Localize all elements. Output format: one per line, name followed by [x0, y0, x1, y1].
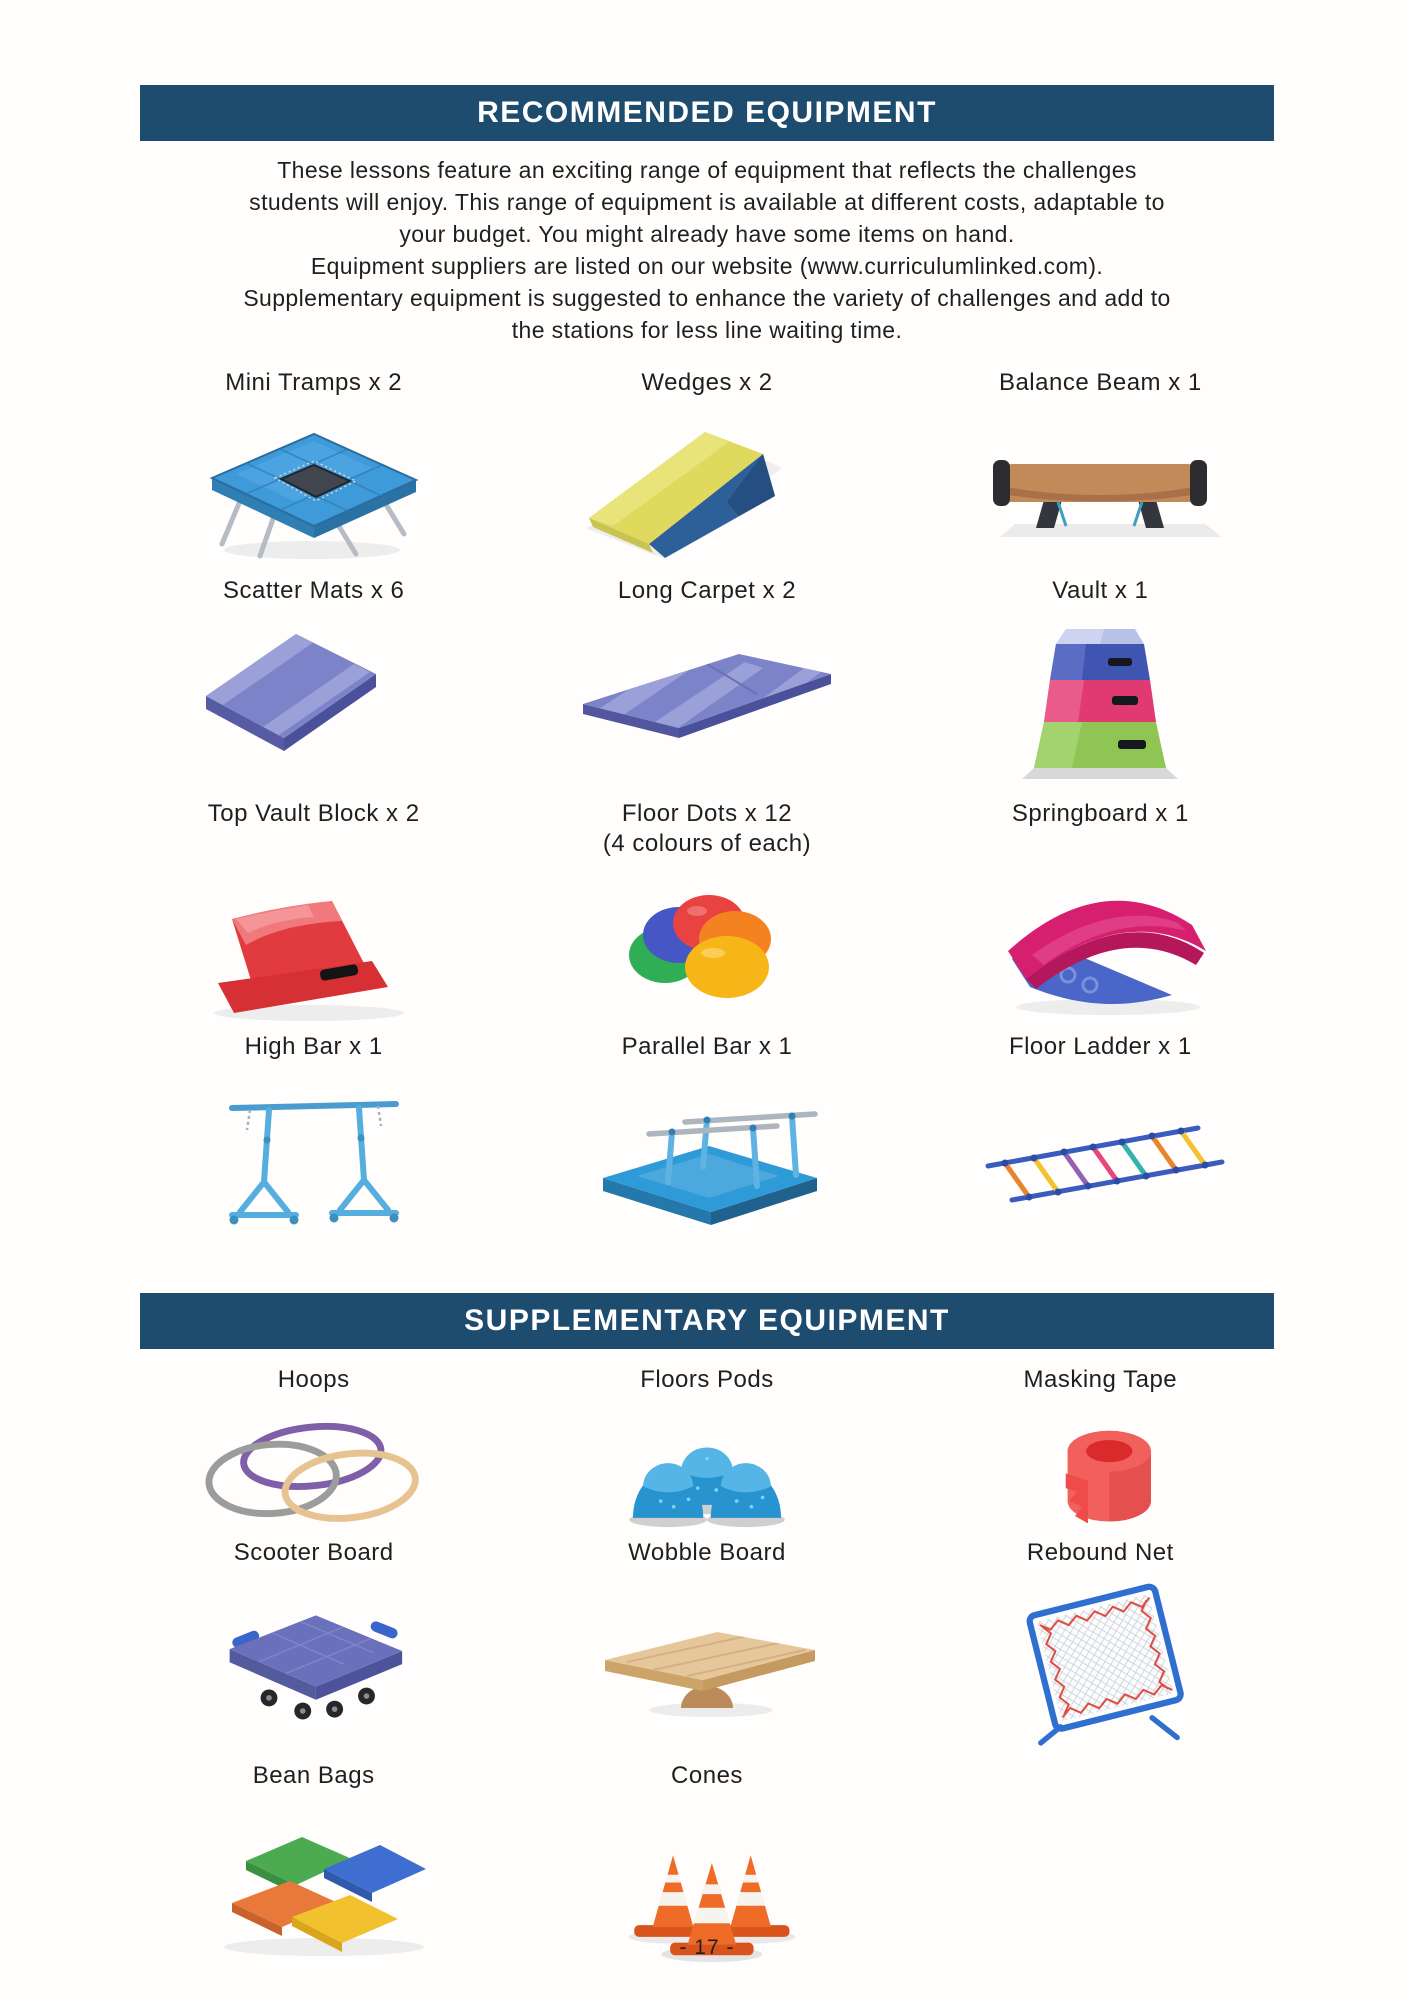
equipment-label: Wobble Board: [628, 1539, 786, 1566]
equipment-label-line2: (4 colours of each): [602, 830, 812, 857]
equipment-item-hoops: [117, 1365, 510, 1528]
equipment-item-mini-tramps: [117, 368, 510, 566]
intro-line: the stations for less line waiting time.: [511, 317, 903, 343]
floor-dots-icon: [567, 867, 847, 1002]
equipment-label: Masking Tape: [1023, 1366, 1178, 1393]
equipment-item-top-vault-block: [117, 799, 510, 1022]
mini-tramp-icon: [174, 406, 454, 566]
supplementary-equipment-banner: [140, 1293, 1274, 1349]
scatter-mat-icon: [174, 614, 454, 774]
rebound-net-icon: [960, 1576, 1240, 1751]
recommended-equipment-banner: [140, 85, 1274, 141]
equipment-item-long-carpet: [510, 576, 903, 789]
equipment-label: Floors Pods: [640, 1366, 774, 1393]
supplementary-row-1: [117, 1365, 1297, 1528]
equipment-item-floor-ladder: [904, 1032, 1297, 1235]
recommended-row-1: [117, 368, 1297, 566]
equipment-item-high-bar: [117, 1032, 510, 1235]
floor-ladder-icon: [960, 1070, 1240, 1225]
parallel-bar-icon: [567, 1070, 847, 1235]
scooter-board-icon: [174, 1576, 454, 1726]
intro-paragraph: [0, 154, 1414, 346]
equipment-label: High Bar x 1: [244, 1033, 383, 1060]
equipment-item-rebound-net: [904, 1538, 1297, 1751]
masking-tape-icon: [960, 1403, 1240, 1528]
hoops-icon: [174, 1403, 454, 1528]
recommended-row-3: [117, 799, 1297, 1022]
balance-beam-icon: [960, 406, 1240, 556]
bean-bags-icon: [174, 1799, 454, 1959]
equipment-label: Vault x 1: [1052, 577, 1149, 604]
equipment-label: Cones: [671, 1762, 743, 1789]
intro-line: your budget. You might already have some items on hand.: [399, 221, 1015, 247]
equipment-item-balance-beam: [904, 368, 1297, 566]
long-carpet-icon: [567, 614, 847, 774]
equipment-item-masking-tape: [904, 1365, 1297, 1528]
supplementary-title: SUPPLEMENTARY EQUIPMENT: [464, 1304, 950, 1337]
intro-line: These lessons feature an exciting range of equipment that reflects the challenges: [277, 157, 1137, 183]
intro-line: Equipment suppliers are listed on our website (www.curriculumlinked.com).: [310, 253, 1104, 279]
supplementary-row-3: [117, 1761, 1297, 1964]
equipment-item-springboard: [904, 799, 1297, 1022]
supplementary-row-2: [117, 1538, 1297, 1751]
page-number: - 17 -: [679, 1936, 735, 1959]
equipment-label: [603, 799, 811, 863]
equipment-item-scooter-board: [117, 1538, 510, 1751]
equipment-label: Floor Ladder x 1: [1008, 1033, 1192, 1060]
equipment-label: Rebound Net: [1026, 1539, 1174, 1566]
equipment-item-vault: [904, 576, 1297, 789]
equipment-label: Mini Tramps x 2: [225, 369, 403, 396]
wobble-board-icon: [567, 1576, 847, 1726]
equipment-item-floor-pods: [510, 1365, 903, 1528]
equipment-item-parallel-bar: [510, 1032, 903, 1235]
recommended-row-2: [117, 576, 1297, 789]
equipment-label: Parallel Bar x 1: [621, 1033, 793, 1060]
equipment-label-line1: Floor Dots x 12: [621, 800, 793, 827]
equipment-label: Hoops: [277, 1366, 350, 1393]
equipment-item-wedges: [510, 368, 903, 566]
high-bar-icon: [174, 1070, 454, 1235]
equipment-label: Balance Beam x 1: [998, 369, 1202, 396]
equipment-item-wobble-board: [510, 1538, 903, 1751]
equipment-label: Scooter Board: [233, 1539, 394, 1566]
springboard-icon: [960, 867, 1240, 1017]
floor-pods-icon: [567, 1403, 847, 1528]
vault-icon: [960, 614, 1240, 789]
equipment-item-floor-dots: [510, 799, 903, 1022]
equipment-label: Scatter Mats x 6: [222, 577, 405, 604]
intro-line: students will enjoy. This range of equipment is available at different costs, adaptable to: [249, 189, 1165, 215]
equipment-label: Long Carpet x 2: [617, 577, 797, 604]
equipment-item-scatter-mats: [117, 576, 510, 789]
equipment-item-bean-bags: [117, 1761, 510, 1964]
empty-cell: [904, 1761, 1297, 1964]
recommended-title: RECOMMENDED EQUIPMENT: [477, 96, 937, 129]
equipment-label: Top Vault Block x 2: [207, 800, 420, 827]
equipment-item-cones: [510, 1761, 903, 1964]
recommended-row-4: [117, 1032, 1297, 1235]
intro-line: Supplementary equipment is suggested to enhance the variety of challenges and add to: [243, 285, 1171, 311]
equipment-label: Springboard x 1: [1011, 800, 1189, 827]
top-vault-block-icon: [174, 867, 454, 1022]
equipment-label: Wedges x 2: [641, 369, 773, 396]
wedge-icon: [567, 406, 847, 566]
equipment-label: Bean Bags: [252, 1762, 375, 1789]
